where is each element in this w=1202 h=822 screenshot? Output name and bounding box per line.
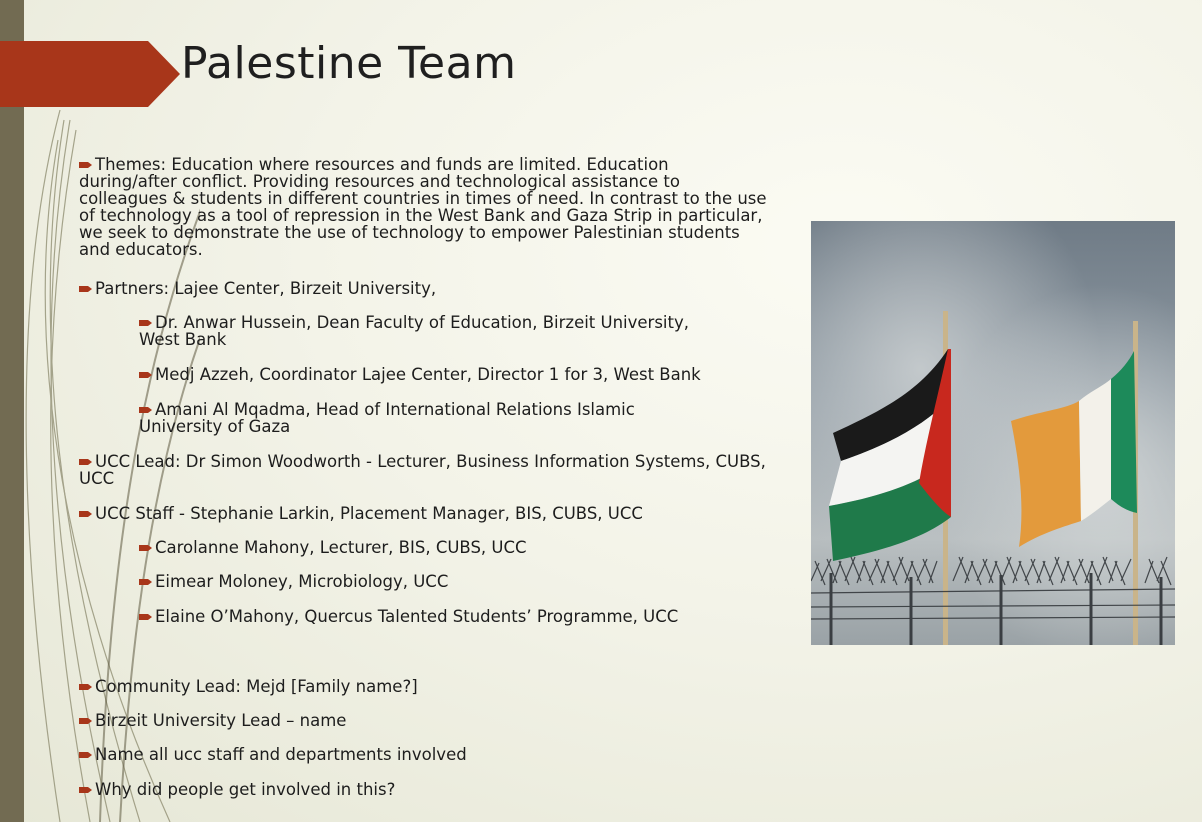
arrow-bullet-icon <box>139 319 152 327</box>
sub-bullet-elaine-omahony <box>139 608 759 625</box>
bullet-text: Name all ucc staff and departments involved <box>95 745 467 764</box>
bullet-why-involved <box>79 781 769 798</box>
bullet-text: Themes: Education where resources and funds are limited. Education during/after conflict. Providing resources and technological assistance to colleagues & students in different countries in times of need. In contrast to the use of technology as a tool of repression in the West Bank and Gaza Strip in particular, we seek to demonstrate the use of technology to empower Palestinian students and educators. <box>79 155 767 259</box>
arrow-bullet-icon <box>139 613 152 621</box>
arrow-bullet-icon <box>79 751 92 759</box>
arrow-bullet-icon <box>79 161 92 169</box>
bullet-text: Birzeit University Lead – name <box>95 711 347 730</box>
bullet-text: Elaine O’Mahony, Quercus Talented Students’ Programme, UCC <box>155 607 679 626</box>
bullet-text: Dr. Anwar Hussein, Dean Faculty of Education, Birzeit University, West Bank <box>139 313 689 349</box>
bullet-text: Partners: Lajee Center, Birzeit University, <box>95 279 437 298</box>
bullet-text: Eimear Moloney, Microbiology, UCC <box>155 572 449 591</box>
bullet-text: Carolanne Mahony, Lecturer, BIS, CUBS, UCC <box>155 538 527 557</box>
arrow-bullet-icon <box>79 717 92 725</box>
bullet-text: Amani Al Mqadma, Head of International Relations Islamic University of Gaza <box>139 400 635 436</box>
arrow-bullet-icon <box>139 406 152 414</box>
slide-title: Palestine Team <box>181 38 517 89</box>
arrow-bullet-icon <box>79 683 92 691</box>
sub-bullet-eimear-moloney <box>139 573 759 590</box>
arrow-bullet-icon <box>79 510 92 518</box>
bullet-text: Community Lead: Mejd [Family name?] <box>95 677 418 696</box>
bullet-ucc-lead <box>79 453 769 487</box>
title-arrow-banner <box>0 41 180 107</box>
bullet-text: UCC Staff - Stephanie Larkin, Placement Manager, BIS, CUBS, UCC <box>95 504 643 523</box>
sub-bullet-carolanne-mahony <box>139 539 759 556</box>
sub-bullet-amani-al-mqadma <box>139 401 699 435</box>
bullet-ucc-staff <box>79 505 769 522</box>
arrow-bullet-icon <box>139 544 152 552</box>
bullet-name-staff <box>79 746 769 763</box>
bullet-text: Medj Azzeh, Coordinator Lajee Center, Director 1 for 3, West Bank <box>155 365 701 384</box>
sub-bullet-medj-azzeh <box>139 366 759 383</box>
bullet-birzeit-lead <box>79 712 769 729</box>
flags-photo <box>811 221 1175 645</box>
bullet-partners <box>79 280 769 297</box>
arrow-bullet-icon <box>79 458 92 466</box>
arrow-bullet-icon <box>79 285 92 293</box>
bullet-community-lead <box>79 678 769 695</box>
bullet-themes <box>79 156 769 258</box>
sub-bullet-anwar-hussein <box>139 314 729 348</box>
arrow-bullet-icon <box>79 786 92 794</box>
arrow-bullet-icon <box>139 578 152 586</box>
bullet-text: UCC Lead: Dr Simon Woodworth - Lecturer, Business Information Systems, CUBS, UCC <box>79 452 766 488</box>
bullet-text: Why did people get involved in this? <box>95 780 396 799</box>
arrow-bullet-icon <box>139 371 152 379</box>
